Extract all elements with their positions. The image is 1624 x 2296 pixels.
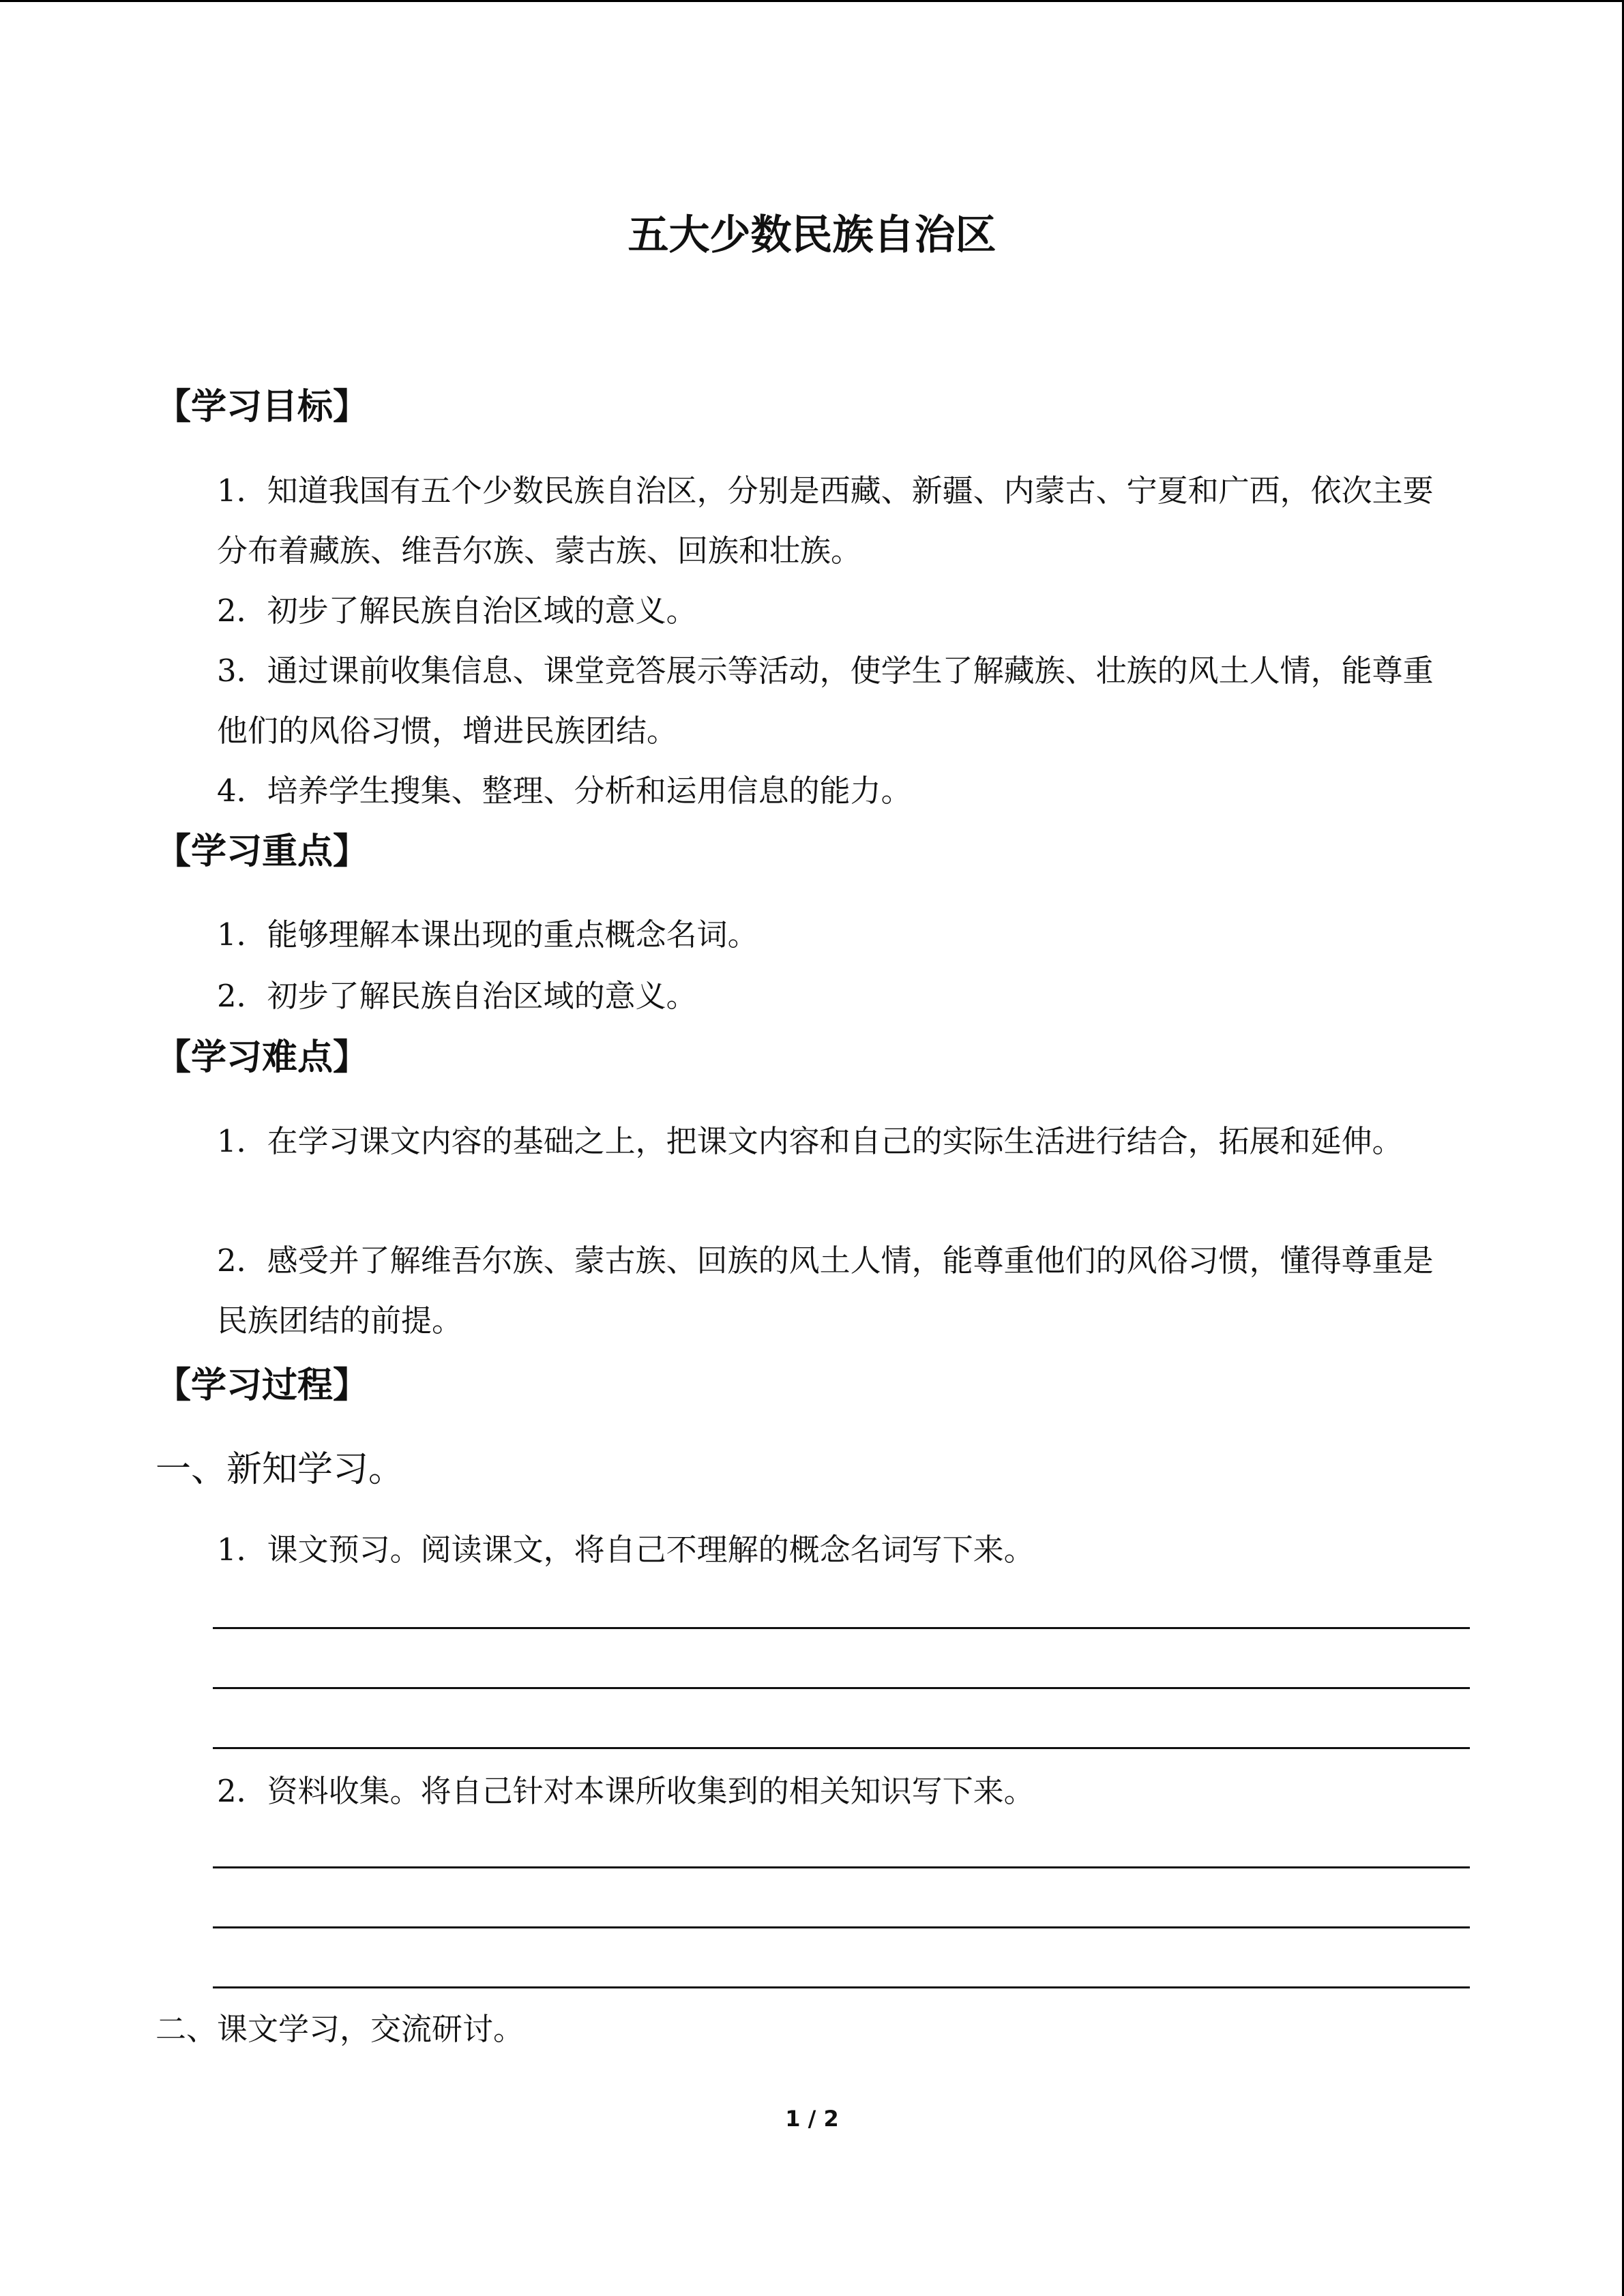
- task2: [156, 1768, 1035, 1815]
- page-number: 1 / 2: [785, 2106, 839, 2132]
- goal-item-2: [156, 587, 697, 635]
- answer-line[interactable]: [213, 1926, 1470, 1928]
- task1-text: 1．课文预习。阅读课文，将自己不理解的概念名词写下来。: [217, 1532, 1035, 1568]
- part1-title: 一、新知学习。: [156, 1449, 404, 1490]
- page-top-border: [0, 0, 1624, 2]
- heading-difficulties: 【学习难点】: [156, 1037, 369, 1078]
- goal-item-3: [156, 641, 1451, 761]
- difficulty-item-1-text: 1．在学习课文内容的基础之上，把课文内容和自己的实际生活进行结合，拓展和延伸。: [217, 1123, 1403, 1159]
- key-point-1: [156, 911, 758, 959]
- document-title: 五大少数民族自治区: [628, 211, 996, 259]
- answer-line[interactable]: [213, 1687, 1470, 1689]
- goal-item-3-text: 3．通过课前收集信息、课堂竞答展示等活动，使学生了解藏族、壮族的风土人情，能尊重他们的风俗习惯，增进民族团结。: [217, 653, 1434, 749]
- difficulty-item-2: [156, 1231, 1451, 1351]
- goal-item-4: [156, 767, 912, 815]
- answer-line[interactable]: [213, 1747, 1470, 1749]
- task2-text: 2．资料收集。将自己针对本课所收集到的相关知识写下来。: [217, 1773, 1035, 1809]
- key-point-2-text: 2．初步了解民族自治区域的意义。: [217, 978, 697, 1014]
- heading-goals: 【学习目标】: [156, 387, 369, 428]
- goal-item-1-text: 1．知道我国有五个少数民族自治区，分别是西藏、新疆、内蒙古、宁夏和广西，依次主要分布着藏族、维吾尔族、蒙古族、回族和壮族。: [217, 473, 1434, 569]
- answer-line[interactable]: [213, 1866, 1470, 1868]
- heading-process: 【学习过程】: [156, 1365, 369, 1406]
- heading-key-points: 【学习重点】: [156, 831, 369, 872]
- goal-item-2-text: 2．初步了解民族自治区域的意义。: [217, 593, 697, 629]
- answer-line[interactable]: [213, 1627, 1470, 1629]
- key-point-2: [156, 972, 697, 1020]
- key-point-1-text: 1．能够理解本课出现的重点概念名词。: [217, 916, 758, 953]
- answer-line[interactable]: [213, 1986, 1470, 1988]
- goal-item-4-text: 4．培养学生搜集、整理、分析和运用信息的能力。: [217, 773, 912, 809]
- part2-title: 二、课文学习，交流研讨。: [156, 2011, 525, 2047]
- task1: [156, 1526, 1035, 1574]
- difficulty-item-2-text: 2．感受并了解维吾尔族、蒙古族、回族的风土人情，能尊重他们的风俗习惯，懂得尊重是民族团结的前提。: [217, 1242, 1434, 1339]
- difficulty-item-1: [156, 1112, 1451, 1172]
- goal-item-1: [156, 461, 1451, 581]
